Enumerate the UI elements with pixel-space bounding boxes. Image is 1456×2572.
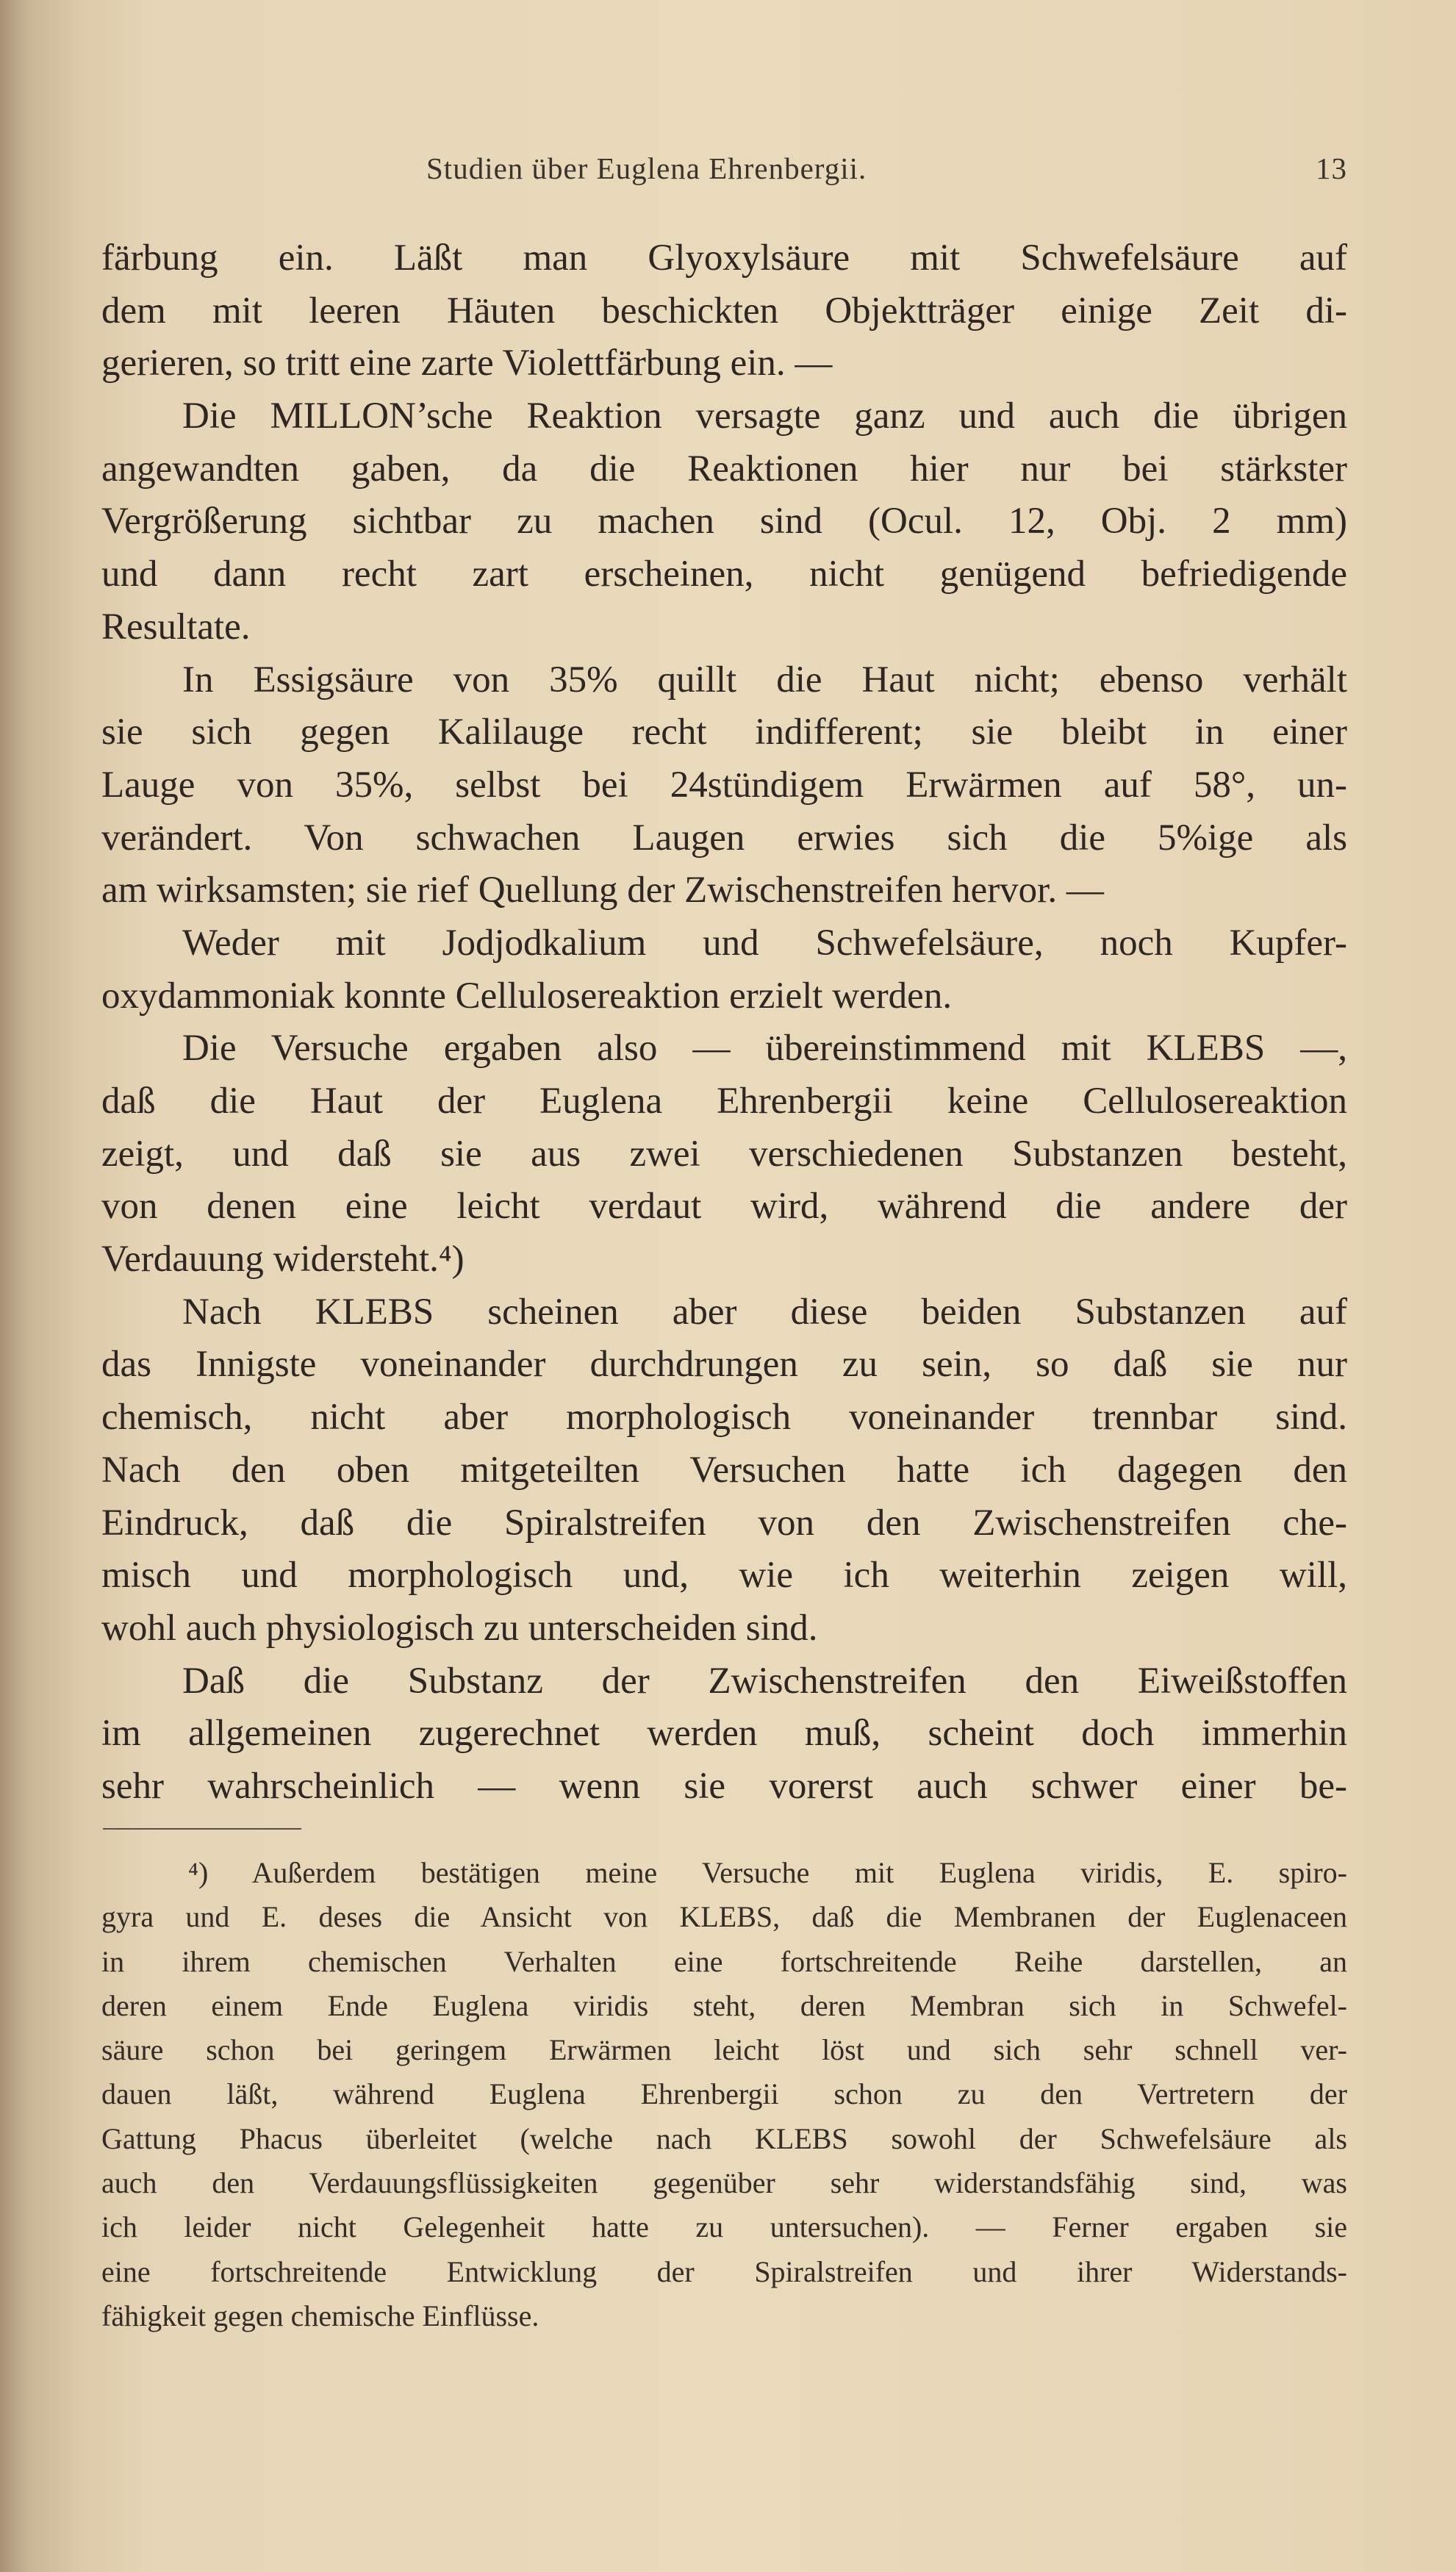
text-line: In Essigsäure von 35% quillt die Haut nicht; ebenso verhält [182, 659, 1347, 701]
text-line: das Innigste voneinander durchdrungen zu sein, so daß sie nur [101, 1344, 1347, 1386]
text-line: Resultate. [101, 606, 251, 648]
text-line: misch und morphologisch und, wie ich weiterhin zeigen will, [101, 1555, 1347, 1597]
footnote-line: ich leider nicht Gelegenheit hatte zu untersuchen). — Ferner ergaben sie [101, 2210, 1347, 2244]
footnote-line: auch den Verdauungsflüssigkeiten gegenüber sehr widerstandsfähig sind, was [101, 2166, 1347, 2200]
text-line: angewandten gaben, da die Reaktionen hier nur bei stärkster [101, 448, 1347, 490]
footnote-block [101, 1851, 1347, 2338]
footnote-line: Gattung Phacus überleitet (welche nach KLEBS sowohl der Schwefelsäure als [101, 2121, 1347, 2155]
main-text [101, 232, 1347, 1813]
page-number: 13 [1316, 151, 1347, 185]
text-line: am wirksamsten; sie rief Quellung der Zwischenstreifen hervor. — [101, 870, 1104, 911]
text-line: daß die Haut der Euglena Ehrenbergii keine Cellulosereaktion [101, 1081, 1347, 1122]
footnote-rule [103, 1828, 301, 1830]
text-line: oxydammoniak konnte Cellulosereaktion erzielt werden. [101, 975, 953, 1017]
text-line: von denen eine leicht verdaut wird, während die andere der [101, 1186, 1347, 1228]
footnote-line: in ihrem chemischen Verhalten eine fortschreitende Reihe darstellen, an [101, 1944, 1347, 1978]
footnote-line: gyra und E. deses die Ansicht von KLEBS, daß die Membranen der Euglenaceen [101, 1900, 1347, 1934]
footnote-line: fähigkeit gegen chemische Einflüsse. [101, 2299, 539, 2332]
footnote-line: ⁴) Außerdem bestätigen meine Versuche mit Euglena viridis, E. spiro- [188, 1856, 1347, 1889]
text-line: dem mit leeren Häuten beschickten Objektträger einige Zeit di- [101, 290, 1347, 332]
text-line: Weder mit Jodjodkalium und Schwefelsäure, noch Kupfer- [182, 922, 1347, 964]
running-header [426, 151, 1347, 195]
text-line: sehr wahrscheinlich — wenn sie vorerst auch schwer einer be- [101, 1765, 1347, 1807]
footnote-line: säure schon bei geringem Erwärmen leicht löst und sich sehr schnell ver- [101, 2033, 1347, 2067]
footnote-line: deren einem Ende Euglena viridis steht, deren Membran sich in Schwefel- [101, 1988, 1347, 2022]
footnote-line: dauen läßt, während Euglena Ehrenbergii schon zu den Vertretern der [101, 2077, 1347, 2111]
text-line: wohl auch physiologisch zu unterscheiden sind. [101, 1607, 818, 1649]
text-line: Verdauung widersteht.⁴) [101, 1239, 465, 1280]
text-line: Nach den oben mitgeteilten Versuchen hatte ich dagegen den [101, 1449, 1347, 1491]
text-line: Die MILLON’sche Reaktion versagte ganz und auch die übrigen [182, 395, 1347, 437]
text-line: Eindruck, daß die Spiralstreifen von den Zwischenstreifen che- [101, 1502, 1347, 1544]
text-line: im allgemeinen zugerechnet werden muß, scheint doch immerhin [101, 1713, 1347, 1755]
text-line: verändert. Von schwachen Laugen erwies sich die 5%ige als [101, 817, 1347, 859]
text-line: zeigt, und daß sie aus zwei verschiedenen Substanzen besteht, [101, 1133, 1347, 1175]
running-title: Studien über Euglena Ehrenbergii. [426, 151, 867, 185]
text-line: Lauge von 35%, selbst bei 24stündigem Erwärmen auf 58°, un- [101, 764, 1347, 806]
text-line: färbung ein. Läßt man Glyoxylsäure mit Schwefelsäure auf [101, 237, 1347, 279]
text-line: chemisch, nicht aber morphologisch voneinander trennbar sind. [101, 1397, 1347, 1439]
text-line: sie sich gegen Kalilauge recht indifferent; sie bleibt in einer [101, 712, 1347, 753]
text-line: Die Versuche ergaben also — übereinstimmend mit KLEBS —, [182, 1028, 1347, 1070]
text-line: Nach KLEBS scheinen aber diese beiden Substanzen auf [182, 1291, 1347, 1333]
footnote-line: eine fortschreitende Entwicklung der Spiralstreifen und ihrer Widerstands- [101, 2254, 1347, 2288]
text-line: Vergrößerung sichtbar zu machen sind (Ocul. 12, Obj. 2 mm) [101, 501, 1347, 542]
text-line: Daß die Substanz der Zwischenstreifen den Eiweißstoffen [182, 1660, 1347, 1702]
text-line: und dann recht zart erscheinen, nicht genügend befriedigende [101, 554, 1347, 595]
text-line: gerieren, so tritt eine zarte Violettfärbung ein. — [101, 343, 833, 384]
